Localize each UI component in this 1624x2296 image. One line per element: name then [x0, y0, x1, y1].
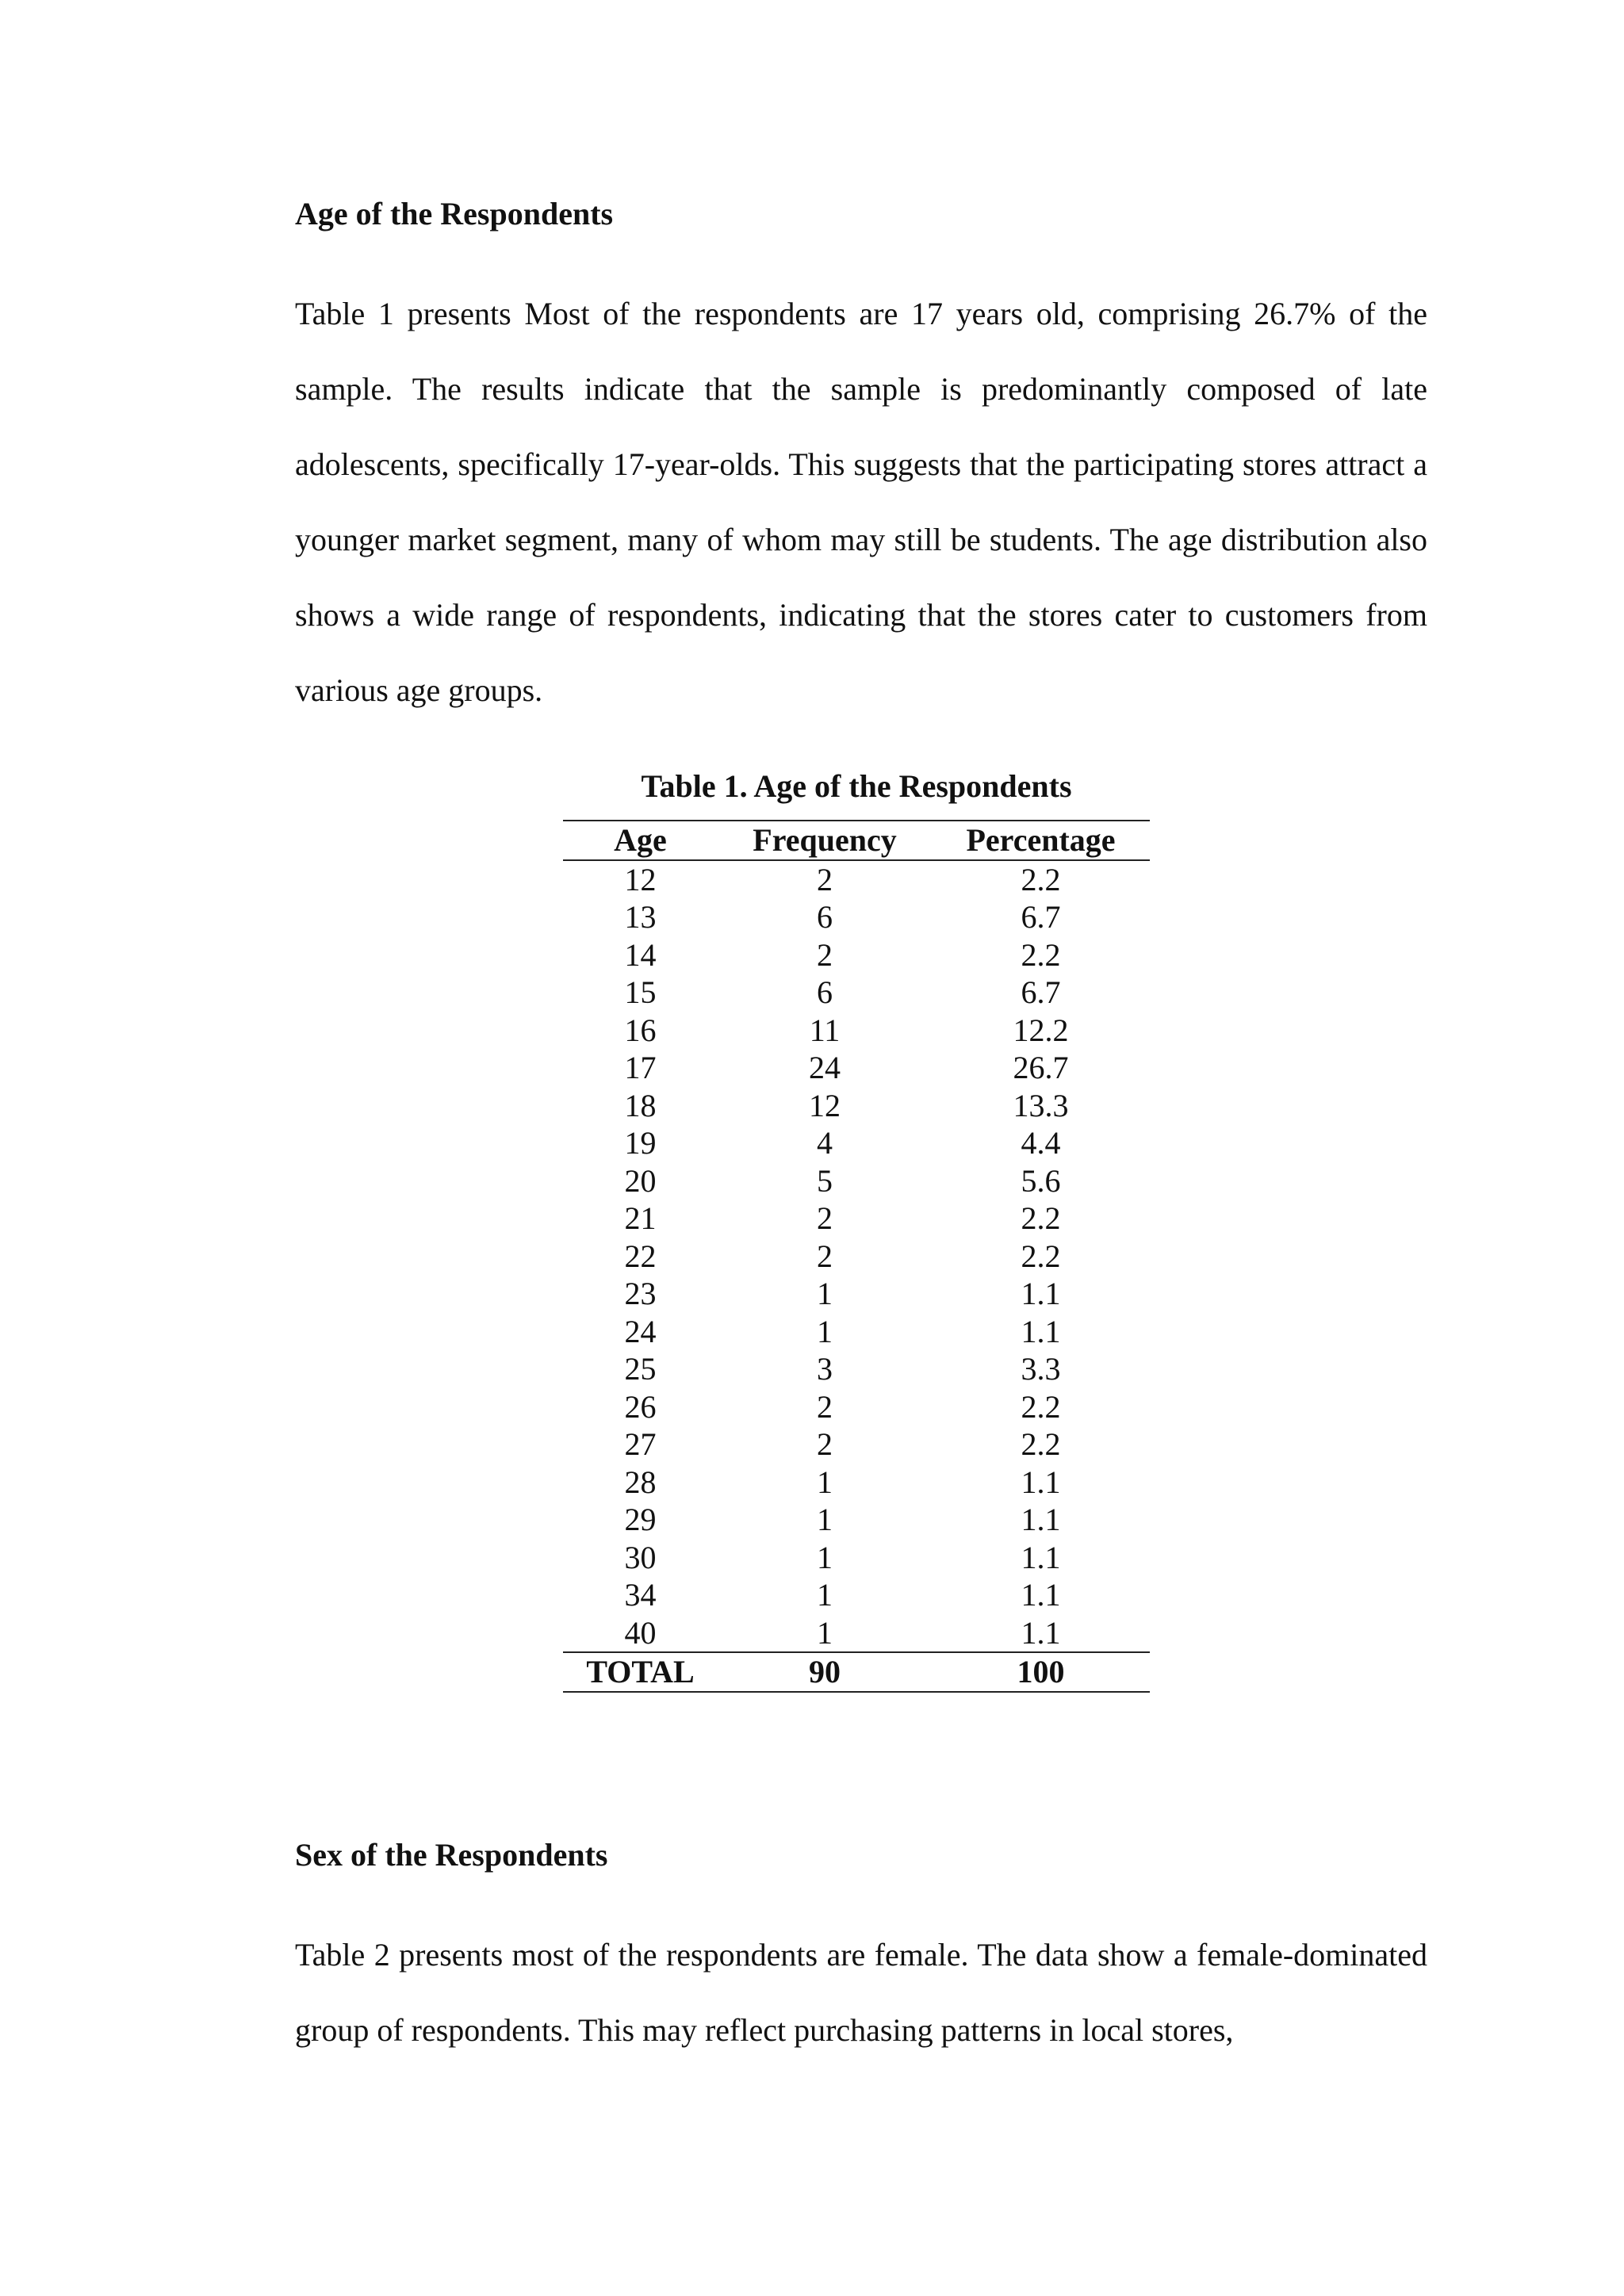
table-row: [563, 1576, 1150, 1614]
table-row: [563, 1275, 1150, 1313]
cell-age: 13: [624, 899, 657, 935]
table-row: [563, 1012, 1150, 1050]
cell-age: 30: [624, 1539, 657, 1575]
total-frequency: 90: [718, 1652, 932, 1692]
cell-percentage: 2.2: [1021, 1200, 1061, 1236]
table-row: [563, 1614, 1150, 1653]
cell-percentage: 12.2: [1013, 1012, 1069, 1048]
cell-age: 15: [624, 974, 657, 1010]
column-header-age: Age: [563, 821, 718, 860]
cell-frequency: 1: [817, 1276, 833, 1311]
cell-frequency: 2: [817, 1238, 833, 1274]
cell-age: 18: [624, 1087, 657, 1123]
cell-age: 17: [624, 1050, 657, 1085]
cell-percentage: 6.7: [1021, 974, 1061, 1010]
table-row: [563, 1087, 1150, 1125]
table-row: [563, 1238, 1150, 1276]
cell-age: 27: [624, 1426, 657, 1462]
cell-percentage: 2.2: [1021, 936, 1061, 973]
cell-age: 19: [624, 1125, 657, 1161]
cell-percentage: 6.7: [1021, 899, 1061, 935]
cell-frequency: 2: [817, 1388, 833, 1425]
cell-frequency: 6: [817, 974, 833, 1010]
cell-frequency: 24: [809, 1050, 841, 1085]
cell-frequency: 1: [817, 1614, 833, 1651]
section-heading-sex: Sex of the Respondents: [295, 1837, 608, 1873]
cell-age: 21: [624, 1200, 657, 1236]
cell-age: 29: [624, 1502, 657, 1537]
cell-percentage: 1.1: [1021, 1502, 1061, 1537]
cell-age: 25: [624, 1351, 657, 1387]
cell-frequency: 2: [817, 1200, 833, 1236]
cell-age: 14: [624, 936, 657, 973]
cell-frequency: 1: [817, 1539, 833, 1575]
cell-percentage: 26.7: [1013, 1050, 1069, 1085]
cell-frequency: 2: [817, 1426, 833, 1462]
cell-frequency: 4: [817, 1125, 833, 1161]
cell-percentage: 2.2: [1021, 1238, 1061, 1274]
table-body: [563, 860, 1150, 1653]
cell-frequency: 2: [817, 861, 833, 897]
column-header-frequency: Frequency: [718, 821, 932, 860]
cell-frequency: 1: [817, 1502, 833, 1537]
table-row: [563, 1049, 1150, 1087]
cell-frequency: 3: [817, 1351, 833, 1387]
cell-age: 24: [624, 1313, 657, 1349]
cell-percentage: 4.4: [1021, 1125, 1061, 1161]
section-heading-age: Age of the Respondents: [295, 196, 614, 232]
cell-age: 28: [624, 1464, 657, 1500]
total-percentage: 100: [932, 1652, 1150, 1692]
cell-percentage: 1.1: [1021, 1464, 1061, 1500]
cell-age: 20: [624, 1162, 657, 1199]
cell-percentage: 2.2: [1021, 1426, 1061, 1462]
cell-percentage: 1.1: [1021, 1276, 1061, 1311]
cell-age: 22: [624, 1238, 657, 1274]
cell-percentage: 1.1: [1021, 1577, 1061, 1613]
cell-frequency: 1: [817, 1464, 833, 1500]
age-table: [563, 820, 1150, 1693]
table-row: [563, 1313, 1150, 1351]
cell-age: 40: [624, 1614, 657, 1651]
total-label: TOTAL: [563, 1652, 718, 1692]
cell-percentage: 2.2: [1021, 1388, 1061, 1425]
table-row: [563, 1539, 1150, 1577]
table-row: [563, 936, 1150, 974]
cell-percentage: 1.1: [1021, 1539, 1061, 1575]
cell-percentage: 5.6: [1021, 1162, 1061, 1199]
table-row: [563, 1200, 1150, 1238]
cell-percentage: 13.3: [1013, 1087, 1069, 1123]
cell-frequency: 1: [817, 1577, 833, 1613]
table-row: [563, 1162, 1150, 1200]
cell-percentage: 2.2: [1021, 861, 1061, 897]
cell-age: 12: [624, 861, 657, 897]
cell-age: 26: [624, 1388, 657, 1425]
table-row: [563, 1388, 1150, 1426]
table-row: [563, 974, 1150, 1012]
table-caption: Table 1. Age of the Respondents: [641, 768, 1072, 804]
cell-age: 34: [624, 1577, 657, 1613]
cell-percentage: 1.1: [1021, 1614, 1061, 1651]
table-row: [563, 1350, 1150, 1388]
cell-frequency: 5: [817, 1162, 833, 1199]
cell-percentage: 1.1: [1021, 1313, 1061, 1349]
table-row: [563, 1124, 1150, 1162]
table-row: [563, 860, 1150, 899]
cell-frequency: 11: [809, 1012, 841, 1048]
cell-age: 23: [624, 1276, 657, 1311]
column-header-percentage: Percentage: [932, 821, 1150, 860]
table-row: [563, 1501, 1150, 1539]
cell-frequency: 1: [817, 1313, 833, 1349]
table-total-row: [563, 1652, 1150, 1692]
cell-frequency: 12: [809, 1087, 841, 1123]
cell-frequency: 2: [817, 936, 833, 973]
cell-age: 16: [624, 1012, 657, 1048]
table-row: [563, 898, 1150, 936]
cell-percentage: 3.3: [1021, 1351, 1061, 1387]
cell-frequency: 6: [817, 899, 833, 935]
table-row: [563, 1425, 1150, 1464]
body-paragraph-age: Table 1 presents Most of the respondents are 17 years old, comprising 26.7% of the sample. The results indicate that the sample is predominantly composed of late adolescents, specifically 17-year-olds. This suggests that the participating stores attract a younger market segment, many of whom may still be students. The age distribution also shows a wide range of respondents, indicating that the stores cater to customers from various age groups.: [295, 296, 1427, 708]
body-paragraph-sex: Table 2 presents most of the respondents are female. The data show a female-dominated group of respondents. This may reflect purchasing patterns in local stores,: [295, 1937, 1427, 2048]
table-header-row: [563, 821, 1150, 860]
table-row: [563, 1464, 1150, 1502]
